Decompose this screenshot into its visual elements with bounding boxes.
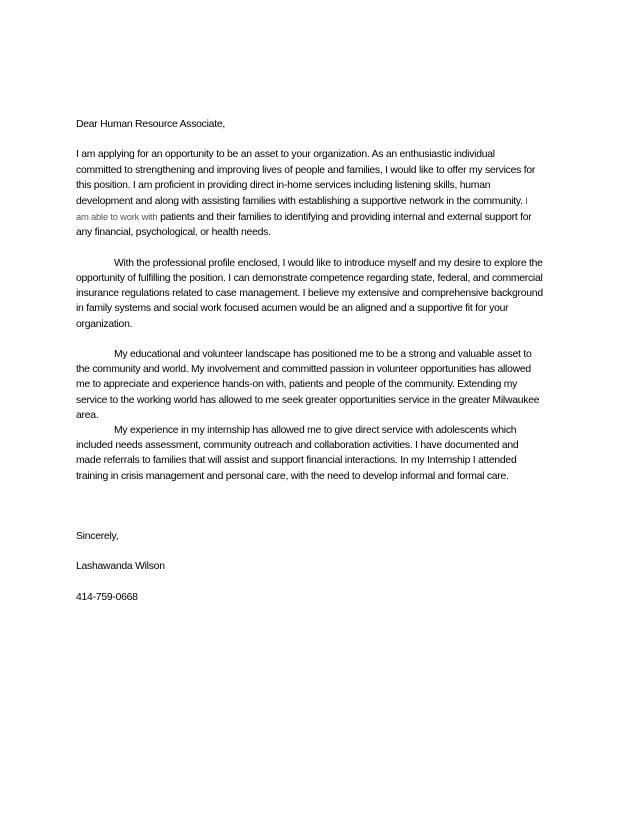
paragraph-line: any financial, psychological, or health needs. [76,227,271,239]
signature-name: Lashawanda Wilson [76,561,165,573]
paragraph-line: made referrals to families that will assist and support financial interactions. In my Internship I attended [76,455,517,467]
paragraph-text: development and along with assisting families with establishing a supportive network in the community. [76,196,523,207]
paragraph-internship [76,423,566,484]
paragraph-line: insurance regulations related to case management. I believe my extensive and comprehensive background [76,288,543,300]
paragraph-line: organization. [76,318,133,330]
paragraph-line: me to appreciate and experience hands-on with, patients and people of the community. Extending my [76,379,518,391]
phone-number: 414-759-0668 [76,591,138,603]
closing: Sincerely, [76,530,119,542]
paragraph-line: My experience in my internship has allowed me to give direct service with adolescents which [114,425,517,437]
paragraph-line: I am applying for an opportunity to be an asset to your organization. As an enthusiastic individual [76,149,495,161]
paragraph-line: included needs assessment, community outreach and collaboration activities. I have documented and [76,440,519,452]
paragraph-line: this position. I am proficient in providing direct in-home services including listening skills, human [76,179,491,191]
paragraph-line [76,209,566,225]
paragraph-line [76,193,566,209]
salutation: Dear Human Resource Associate, [76,119,226,130]
paragraph-line: the community and world. My involvement and committed passion in volunteer opportunities has allowed [76,364,531,376]
paragraph-line: My educational and volunteer landscape has positioned me to be a strong and valuable asset to [114,349,532,360]
paragraph-line: training in crisis management and personal care, with the need to develop informal and formal care. [76,470,509,482]
paragraph-volunteer [76,347,566,423]
paragraph-intro [76,147,566,240]
paragraph-line: service to the working world has allowed to me seek greater opportunities service in the greater Milwaukee [76,394,540,406]
paragraph-line: in family systems and social work focused acumen would be an aligned and a supportive fit for your [76,303,509,315]
paragraph-text-gray: I [522,195,528,206]
paragraph-line: opportunity of fulfilling the position. I can demonstrate competence regarding state, federal, and commercial [76,273,543,284]
paragraph-line: With the professional profile enclosed, I would like to introduce myself and my desire to explore the [114,257,543,269]
paragraph-text: patients and their families to identifying and providing internal and external support for [157,212,532,224]
paragraph-line: area. [76,409,99,421]
paragraph-profile [76,256,566,332]
paragraph-line: committed to strengthening and improving lives of people and families, I would like to offer my services for [76,164,536,176]
letter-body [76,117,566,605]
paragraph-text-gray: am able to work with [76,211,158,223]
